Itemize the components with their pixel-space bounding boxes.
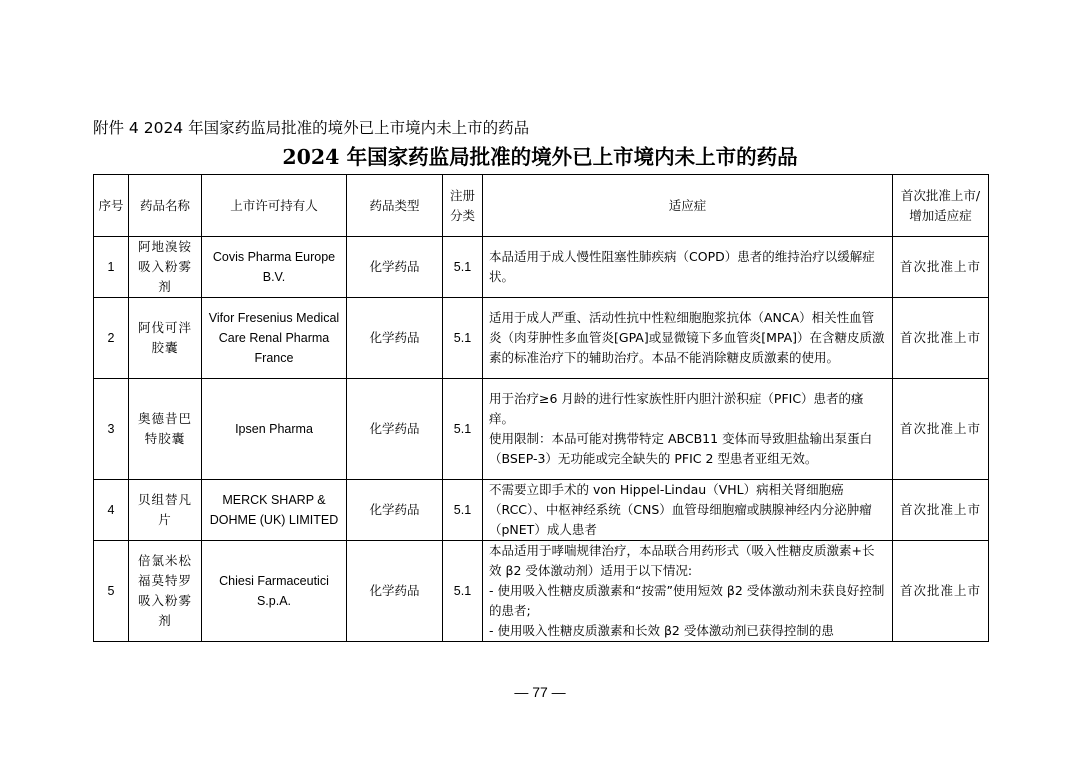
header-drug-name: 药品名称 [129,175,202,237]
row-registration-class: 5.1 [443,298,483,379]
attachment-label: 附件 4 2024 年国家药监局批准的境外已上市境内未上市的药品 [93,119,530,137]
row-registration-class: 5.1 [443,379,483,480]
header-drug-type: 药品类型 [347,175,443,237]
row-holder: Covis Pharma Europe B.V. [202,237,347,298]
row-first-approval: 首次批准上市 [893,298,989,379]
table-row [94,541,989,642]
row-holder: Chiesi Farmaceutici S.p.A. [202,541,347,642]
row-index: 2 [94,298,129,379]
table-row [94,480,989,541]
row-indication: 本品适用于哮喘规律治疗，本品联合用药形式（吸入性糖皮质激素+长效 β2 受体激动剂）适用于以下情况: - 使用吸入性糖皮质激素和“按需”使用短效 β2 受体激动剂未获良好控制的患者; - 使用吸入性糖皮质激素和长效 β2 受体激动剂已获得控制的患 [483,541,893,642]
row-first-approval: 首次批准上市 [893,379,989,480]
row-drug-name: 阿地溴铵吸入粉雾剂 [129,237,202,298]
row-registration-class: 5.1 [443,480,483,541]
row-holder: Ipsen Pharma [202,379,347,480]
drug-table [93,174,989,642]
header-holder: 上市许可持有人 [202,175,347,237]
table-row [94,298,989,379]
row-drug-name: 倍氯米松福莫特罗吸入粉雾剂 [129,541,202,642]
row-drug-type: 化学药品 [347,541,443,642]
row-holder: Vifor Fresenius Medical Care Renal Pharma France [202,298,347,379]
page-number: — 77 — [514,684,566,700]
header-first-approval: 首次批准上市/增加适应症 [893,175,989,237]
row-holder: MERCK SHARP & DOHME (UK) LIMITED [202,480,347,541]
row-index: 4 [94,480,129,541]
table-row [94,237,989,298]
row-first-approval: 首次批准上市 [893,237,989,298]
row-index: 1 [94,237,129,298]
header-index: 序号 [94,175,129,237]
table-row [94,379,989,480]
row-registration-class: 5.1 [443,237,483,298]
row-drug-name: 奥德昔巴特胶囊 [129,379,202,480]
row-index: 3 [94,379,129,480]
header-indication: 适应症 [483,175,893,237]
document-title: 2024 年国家药监局批准的境外已上市境内未上市的药品 [282,145,798,169]
row-indication: 用于治疗≥6 月龄的进行性家族性肝内胆汁淤积症（PFIC）患者的瘙痒。 使用限制：本品可能对携带特定 ABCB11 变体而导致胆盐输出泵蛋白（BSEP-3）无功能或完全缺失的 PFIC 2 型患者亚组无效。 [483,379,893,480]
row-drug-name: 贝组替凡片 [129,480,202,541]
row-drug-type: 化学药品 [347,379,443,480]
row-drug-type: 化学药品 [347,298,443,379]
row-indication: 本品适用于成人慢性阻塞性肺疾病（COPD）患者的维持治疗以缓解症状。 [483,237,893,298]
row-registration-class: 5.1 [443,541,483,642]
row-drug-name: 阿伐可泮胶囊 [129,298,202,379]
row-first-approval: 首次批准上市 [893,480,989,541]
row-drug-type: 化学药品 [347,237,443,298]
row-indication: 适用于成人严重、活动性抗中性粒细胞胞浆抗体（ANCA）相关性血管炎（肉芽肿性多血管炎[GPA]或显微镜下多血管炎[MPA]）在含糖皮质激素的标准治疗下的辅助治疗。本品不能消除糖皮质激素的使用。 [483,298,893,379]
row-first-approval: 首次批准上市 [893,541,989,642]
row-drug-type: 化学药品 [347,480,443,541]
table-header-row [94,175,989,237]
row-index: 5 [94,541,129,642]
row-indication: 不需要立即手术的 von Hippel-Lindau（VHL）病相关肾细胞癌（RCC）、中枢神经系统（CNS）血管母细胞瘤或胰腺神经内分泌肿瘤（pNET）成人患者 [483,480,893,541]
header-registration-class: 注册分类 [443,175,483,237]
